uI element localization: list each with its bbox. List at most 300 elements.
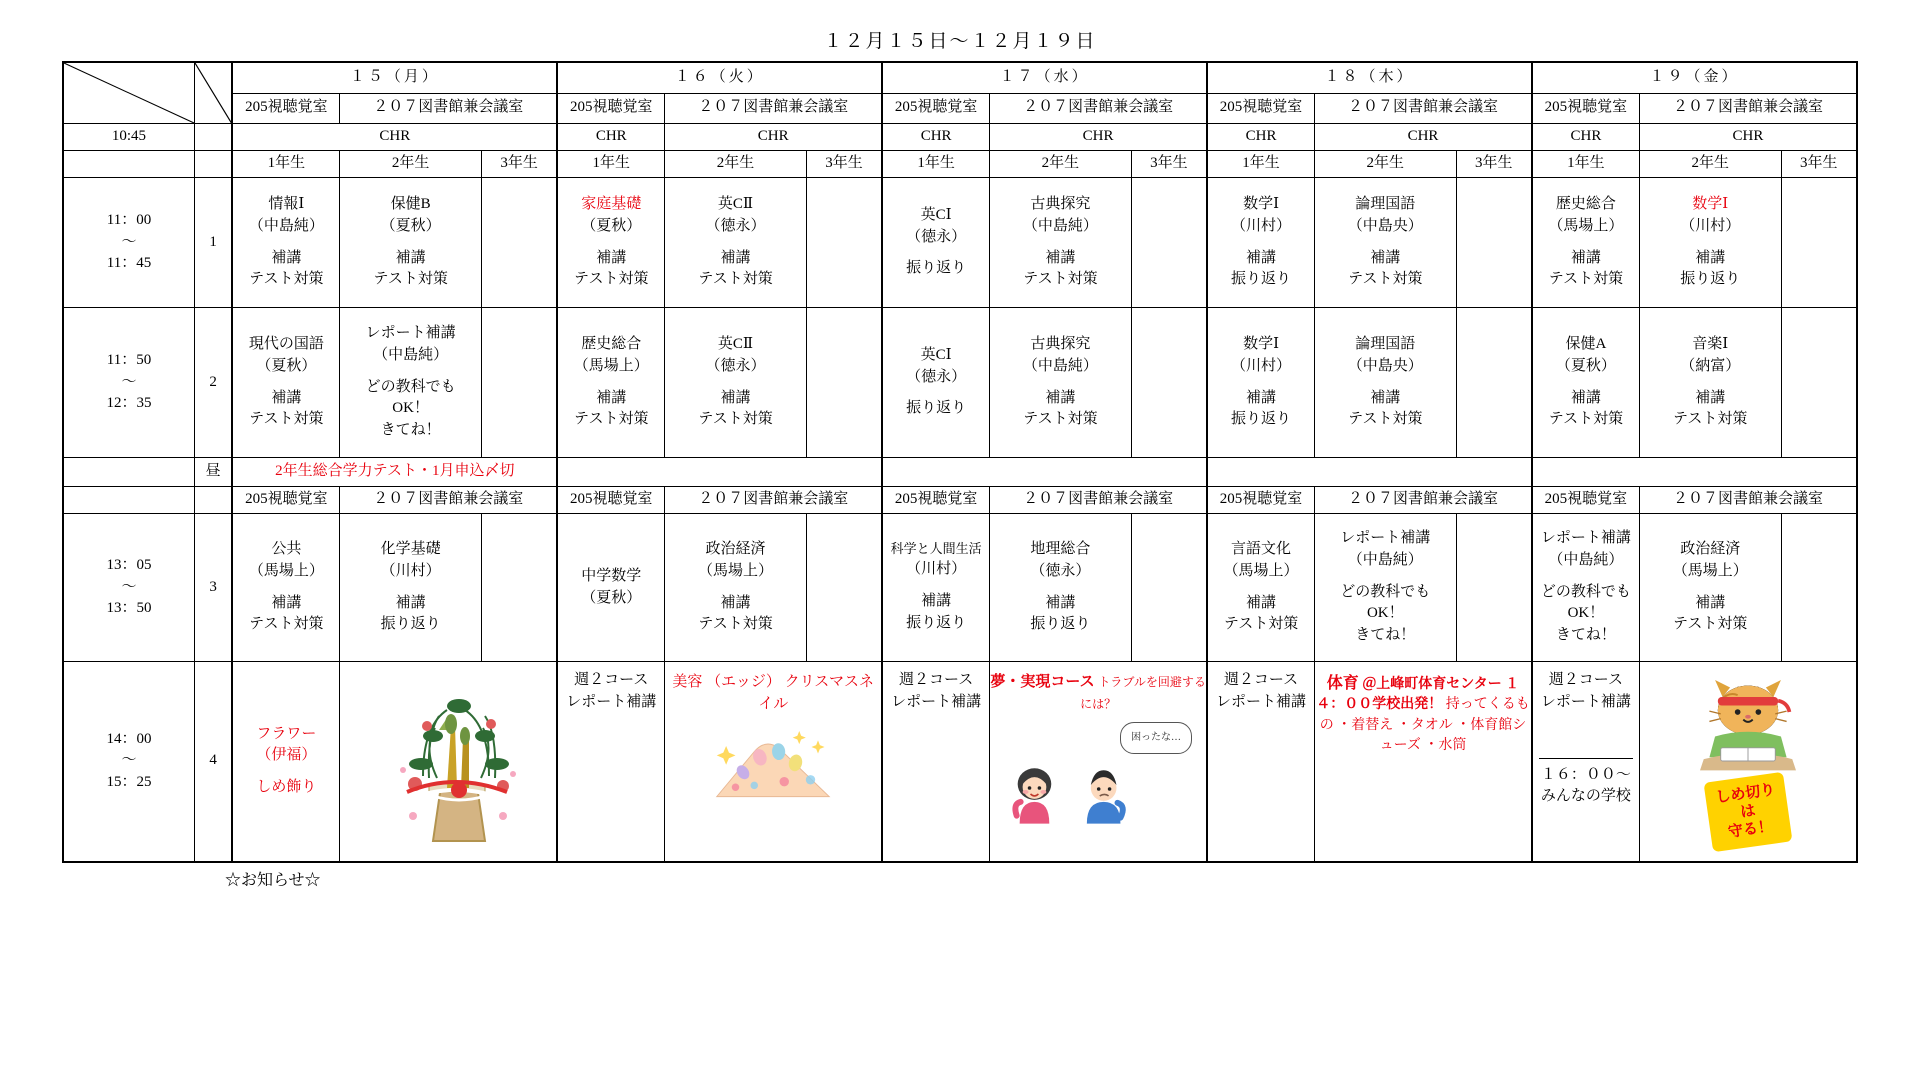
class-teacher: （徳永）	[705, 217, 766, 234]
class-note1: 補講	[720, 249, 751, 266]
room-tue-207: ２０７図書館兼会議室	[665, 93, 882, 123]
class-cell	[1207, 178, 1314, 308]
class-title: 家庭基礎	[581, 196, 642, 212]
activity-cell-thu-205	[1207, 662, 1314, 862]
class-note1: 振り返り	[906, 400, 967, 417]
class-note2: テスト対策	[1673, 411, 1748, 428]
class-title: 地理総合	[1030, 541, 1091, 557]
lunch-blank-fri	[1532, 458, 1857, 487]
class-teacher: （夏秋）	[380, 217, 441, 234]
class-cell-empty	[1456, 308, 1532, 458]
class-teacher: （川村）	[1231, 217, 1292, 234]
class-cell	[882, 514, 989, 662]
room-wed-205: 205視聴覚室	[882, 93, 989, 123]
class-note1: 補講	[1246, 249, 1277, 266]
class-title: 論理国語	[1355, 336, 1416, 352]
class-cell	[1532, 178, 1639, 308]
class-note2: テスト対策	[698, 411, 773, 428]
class-note2: 振り返り	[1231, 271, 1292, 288]
class-teacher: （馬場上）	[1548, 217, 1624, 234]
activity-cell-wed-207	[990, 662, 1207, 862]
class-title: 論理国語	[1355, 196, 1416, 212]
activity-line2: レポート補講	[891, 693, 982, 710]
activity-line1: 週２コース	[899, 672, 974, 688]
period-2-time-sep: ～	[121, 373, 137, 390]
activity-line2: レポート補講	[566, 693, 657, 710]
class-cell	[232, 178, 339, 308]
room-pm-fri-207: ２０７図書館兼会議室	[1639, 487, 1857, 514]
activity-line2: レポート補講	[1216, 693, 1307, 710]
lunch-row	[63, 458, 1857, 487]
room-pm-fri-205: 205視聴覚室	[1532, 487, 1639, 514]
room-pm-thu-207: ２０７図書館兼会議室	[1315, 487, 1532, 514]
class-note1: 補講	[271, 389, 302, 406]
period-row-4	[63, 662, 1857, 862]
activity-line2: レポート補講	[1540, 693, 1631, 710]
activity-line1: フラワー	[256, 725, 317, 742]
class-note3: きてね！	[1555, 627, 1616, 644]
activity-cell-fri-205	[1532, 662, 1639, 862]
activity-item-4: ・水筒	[1424, 737, 1467, 753]
room-pm-mon-205: 205視聴覚室	[232, 487, 339, 514]
class-note1: 補講	[1370, 389, 1401, 406]
class-teacher: （馬場上）	[1672, 562, 1748, 579]
chr-row	[63, 124, 1857, 151]
period-4-time-end: 15：25	[106, 774, 152, 791]
class-cell	[990, 308, 1132, 458]
class-title: 公共	[271, 541, 302, 557]
class-cell	[990, 514, 1132, 662]
activity-cell-thu-207	[1315, 662, 1532, 862]
activity-line1: 体育	[1326, 675, 1359, 692]
period-3-number: 3	[194, 514, 232, 662]
chr-wed-1: CHR	[882, 124, 989, 151]
period-4-number: 4	[194, 662, 232, 862]
class-cell	[882, 308, 989, 458]
class-note1: 補講	[1695, 389, 1726, 406]
class-cell-empty	[1131, 514, 1207, 662]
class-note1: 補講	[1246, 389, 1277, 406]
class-title: 化学基礎	[380, 541, 441, 557]
activity-line2: （伊福）	[256, 747, 317, 764]
class-note2: テスト対策	[1348, 411, 1423, 428]
notice-heading: ☆お知らせ☆	[225, 871, 321, 889]
grade-wed-2: 2年生	[990, 151, 1132, 178]
class-note1: 補講	[395, 249, 426, 266]
activity-line3: １６：００～	[1540, 766, 1631, 783]
class-note1: 振り返り	[906, 260, 967, 277]
illustration-cell-kadomatsu	[340, 662, 557, 862]
class-teacher: （徳永）	[906, 228, 967, 245]
page-title: １２月１５日～１２月１９日	[823, 31, 1097, 52]
class-title: 数学Ⅰ	[1243, 336, 1279, 352]
class-note2: テスト対策	[249, 411, 324, 428]
grade-fri-2: 2年生	[1639, 151, 1781, 178]
class-teacher: （中島純）	[1022, 357, 1098, 374]
class-cell	[557, 514, 664, 662]
activity-line1: 週２コース	[574, 672, 649, 688]
activity-line3: クリスマスネイル	[758, 674, 875, 712]
chr-tue-2: CHR	[665, 124, 882, 151]
class-note2: テスト対策	[1223, 616, 1299, 633]
class-cell	[882, 178, 989, 308]
class-cell	[1639, 308, 1781, 458]
chr-tue-1: CHR	[557, 124, 664, 151]
class-title: 現代の国語	[248, 336, 324, 352]
period-1-time-end: 11：45	[106, 255, 152, 272]
day-header-mon: １５（月）	[232, 62, 557, 93]
period-1-time	[63, 178, 194, 308]
activity-line1: 週２コース	[1223, 672, 1299, 688]
lunch-blank-tue	[557, 458, 882, 487]
chr-wed-2: CHR	[990, 124, 1207, 151]
period-row-1	[63, 178, 1857, 308]
room-tue-205: 205視聴覚室	[557, 93, 664, 123]
class-cell	[1315, 514, 1457, 662]
class-title: 政治経済	[705, 541, 766, 557]
class-teacher: （馬場上）	[698, 562, 774, 579]
kadomatsu-illustration	[340, 666, 556, 856]
period-3-time-end: 13：50	[106, 600, 152, 617]
class-cell-empty	[481, 514, 557, 662]
class-teacher: （馬場上）	[248, 562, 324, 579]
class-note2: テスト対策	[249, 616, 324, 633]
class-cell-empty	[806, 308, 882, 458]
period-2-number: 2	[194, 308, 232, 458]
activity-line1: 週２コース	[1548, 672, 1624, 688]
class-title: 保健B	[390, 196, 431, 212]
activity-cell-mon-205	[232, 662, 339, 862]
class-cell	[232, 514, 339, 662]
grade-row-blank-time	[63, 151, 194, 178]
class-teacher: （中島純）	[1022, 217, 1098, 234]
class-note3: きてね！	[1355, 627, 1416, 644]
class-note2: 振り返り	[380, 616, 441, 633]
period-2-time-start: 11：50	[106, 351, 152, 368]
class-note2: テスト対策	[1023, 271, 1098, 288]
period-2-time-end: 12：35	[106, 395, 152, 412]
class-note2: 振り返り	[906, 614, 967, 631]
room-pm-tue-205: 205視聴覚室	[557, 487, 664, 514]
class-note2: テスト対策	[1548, 411, 1624, 428]
class-teacher: （馬場上）	[573, 357, 649, 374]
room-pm-tue-207: ２０７図書館兼会議室	[665, 487, 882, 514]
period-row-3	[63, 514, 1857, 662]
class-title: 政治経済	[1680, 541, 1741, 557]
class-cell	[340, 178, 482, 308]
activity-line4: 持ってくるもの	[1319, 697, 1530, 733]
class-note2: テスト対策	[574, 411, 649, 428]
class-cell-empty	[1131, 178, 1207, 308]
schedule-table	[62, 61, 1858, 863]
class-teacher: （中島純）	[1347, 551, 1423, 568]
class-title: レポート補講	[365, 325, 456, 342]
chr-mon: CHR	[232, 124, 557, 151]
activity-item-2: ・タオル	[1396, 717, 1453, 733]
class-title: 音楽Ⅰ	[1692, 336, 1729, 352]
class-cell	[1639, 178, 1781, 308]
class-title: レポート補講	[1340, 530, 1431, 547]
class-cell	[665, 308, 807, 458]
class-teacher: （徳永）	[1030, 562, 1091, 579]
room-pm-wed-205: 205視聴覚室	[882, 487, 989, 514]
class-note1: どの教科でも	[365, 378, 456, 395]
class-note2: 振り返り	[1231, 411, 1292, 428]
class-teacher: （夏秋）	[256, 357, 317, 374]
grade-thu-2: 2年生	[1315, 151, 1457, 178]
activity-cell-wed-205	[882, 662, 989, 862]
class-cell	[990, 178, 1132, 308]
class-teacher: （川村）	[906, 561, 967, 578]
grade-wed-1: 1年生	[882, 151, 989, 178]
class-cell-empty	[806, 514, 882, 662]
class-note2: テスト対策	[1348, 271, 1423, 288]
day-header-tue: １６（火）	[557, 62, 882, 93]
class-cell	[232, 308, 339, 458]
room-fri-207: ２０７図書館兼会議室	[1639, 93, 1857, 123]
lunch-blank-wed	[882, 458, 1207, 487]
room-mon-205: 205視聴覚室	[232, 93, 339, 123]
room-thu-205: 205視聴覚室	[1207, 93, 1314, 123]
day-header-thu: １８（木）	[1207, 62, 1532, 93]
grade-mon-3: 3年生	[481, 151, 557, 178]
period-3-time-start: 13：05	[106, 556, 152, 573]
class-note1: どの教科でも	[1540, 583, 1631, 600]
activity-item-1: ・着替え	[1337, 717, 1394, 733]
class-note1: 補講	[1695, 594, 1726, 611]
class-cell	[1207, 308, 1314, 458]
class-note1: 補講	[1570, 389, 1601, 406]
class-title: 言語文化	[1231, 541, 1292, 557]
period-4-time	[63, 662, 194, 862]
lunch-label: 昼	[194, 458, 232, 487]
chr-fri-2: CHR	[1639, 124, 1857, 151]
class-note3: きてね！	[380, 422, 441, 439]
class-teacher: （中島純）	[373, 346, 449, 363]
class-cell	[340, 514, 482, 662]
room-pm-mon-207: ２０７図書館兼会議室	[340, 487, 557, 514]
class-note2: テスト対策	[574, 271, 649, 288]
activity-line2: （エッジ）	[706, 674, 781, 690]
class-teacher: （中島央）	[1347, 357, 1423, 374]
class-note2: テスト対策	[1673, 616, 1748, 633]
chr-time: 10:45	[63, 124, 194, 151]
room-header-row-pm	[63, 487, 1857, 514]
class-teacher: （中島央）	[1347, 217, 1423, 234]
class-note2: OK！	[392, 400, 429, 417]
class-cell-empty	[806, 178, 882, 308]
class-teacher: （徳永）	[705, 357, 766, 374]
lunch-blank-thu	[1207, 458, 1532, 487]
class-note1: 補講	[1045, 594, 1076, 611]
class-teacher: （川村）	[380, 562, 441, 579]
class-cell-empty	[481, 178, 557, 308]
class-note1: 補講	[1246, 594, 1277, 611]
activity-cell-tue-207	[665, 662, 882, 862]
activity-cell-tue-205	[557, 662, 664, 862]
room-pm-thu-205: 205視聴覚室	[1207, 487, 1314, 514]
two-students-illustration	[990, 754, 1206, 824]
class-title: レポート補講	[1540, 530, 1631, 547]
class-title: 英CⅡ	[717, 196, 754, 212]
class-title: 英CⅡ	[717, 336, 754, 352]
period-1-time-start: 11：00	[106, 211, 152, 228]
class-title: 古典探究	[1030, 336, 1091, 352]
class-cell-empty	[1781, 308, 1857, 458]
class-note2: テスト対策	[698, 616, 773, 633]
room-pm-blank-period	[194, 487, 232, 514]
class-note2: テスト対策	[1548, 271, 1624, 288]
class-title: 数学Ⅰ	[1243, 196, 1279, 212]
room-pm-blank-time	[63, 487, 194, 514]
room-mon-207: ２０７図書館兼会議室	[340, 93, 557, 123]
class-cell	[1315, 308, 1457, 458]
class-teacher: （徳永）	[906, 368, 967, 385]
class-note1: 補講	[271, 249, 302, 266]
class-cell-empty	[1781, 514, 1857, 662]
class-note1: 補講	[1370, 249, 1401, 266]
class-note1: 補講	[1045, 389, 1076, 406]
corner-cell-2	[194, 62, 232, 124]
activity-line4: みんなの学校	[1540, 788, 1631, 805]
class-teacher: （夏秋）	[1555, 357, 1616, 374]
class-note2: 振り返り	[1680, 271, 1741, 288]
period-1-time-sep: ～	[121, 233, 137, 250]
class-cell	[1639, 514, 1781, 662]
class-title: 数学Ⅰ	[1692, 196, 1729, 212]
grade-tue-2: 2年生	[665, 151, 807, 178]
class-cell-empty	[1456, 514, 1532, 662]
activity-line3: しめ飾り	[256, 779, 317, 796]
class-note1: 補講	[720, 594, 751, 611]
chr-period-blank	[194, 124, 232, 151]
chr-thu-2: CHR	[1315, 124, 1532, 151]
class-cell	[1207, 514, 1314, 662]
class-note1: 補講	[395, 594, 426, 611]
class-teacher: （川村）	[1680, 217, 1741, 234]
activity-line1: 夢・実現コース	[990, 674, 1095, 690]
class-note1: 補講	[921, 593, 952, 610]
grade-wed-3: 3年生	[1131, 151, 1207, 178]
class-teacher: （納富）	[1680, 357, 1741, 374]
class-note1: 補講	[596, 249, 627, 266]
class-teacher: （中島純）	[248, 217, 324, 234]
class-note2: テスト対策	[249, 271, 324, 288]
class-teacher: （夏秋）	[581, 589, 642, 606]
room-thu-207: ２０７図書館兼会議室	[1315, 93, 1532, 123]
grade-thu-3: 3年生	[1456, 151, 1532, 178]
grade-fri-3: 3年生	[1781, 151, 1857, 178]
period-4-time-sep: ～	[121, 752, 137, 769]
class-cell-empty	[481, 308, 557, 458]
class-cell	[665, 514, 807, 662]
class-title: 情報Ⅰ	[268, 196, 305, 212]
day-header-row	[63, 62, 1857, 93]
activity-line1: 美容	[672, 674, 703, 690]
corner-cell	[63, 62, 194, 124]
class-teacher: （川村）	[1231, 357, 1292, 374]
chr-fri-1: CHR	[1532, 124, 1639, 151]
grade-tue-1: 1年生	[557, 151, 664, 178]
class-title: 英CⅠ	[920, 346, 952, 363]
class-title: 保健A	[1565, 336, 1607, 352]
day-header-fri: １９（金）	[1532, 62, 1857, 93]
period-2-time	[63, 308, 194, 458]
class-cell	[1532, 308, 1639, 458]
grade-row-blank-period	[194, 151, 232, 178]
nail-art-illustration	[665, 722, 881, 800]
activity-line2: トラブルを回避するには？	[1080, 675, 1206, 711]
period-1-number: 1	[194, 178, 232, 308]
grade-thu-1: 1年生	[1207, 151, 1314, 178]
class-note1: 補講	[720, 389, 751, 406]
class-note2: テスト対策	[1023, 411, 1098, 428]
class-note2: OK！	[1567, 605, 1605, 622]
class-note2: テスト対策	[373, 271, 448, 288]
class-teacher: （中島純）	[1548, 551, 1624, 568]
class-note2: OK！	[1366, 605, 1404, 622]
class-cell	[557, 178, 664, 308]
class-title: 古典探究	[1030, 196, 1091, 212]
class-title: 歴史総合	[1555, 196, 1616, 212]
period-4-time-start: 14：00	[106, 730, 152, 747]
grade-fri-1: 1年生	[1532, 151, 1639, 178]
room-fri-205: 205視聴覚室	[1532, 93, 1639, 123]
period-row-2	[63, 308, 1857, 458]
grade-tue-3: 3年生	[806, 151, 882, 178]
class-cell-empty	[1781, 178, 1857, 308]
speech-bubble: 困ったな…	[1120, 722, 1192, 755]
grade-mon-1: 1年生	[232, 151, 339, 178]
activity-line2: ＠上峰町体育センター	[1362, 677, 1502, 692]
activity-item-3: ・体育館シューズ	[1379, 717, 1527, 753]
room-pm-wed-207: ２０７図書館兼会議室	[990, 487, 1207, 514]
class-cell-empty	[1456, 178, 1532, 308]
class-note2: テスト対策	[698, 271, 773, 288]
period-3-time-sep: ～	[121, 578, 137, 595]
lunch-time-blank	[63, 458, 194, 487]
grade-header-row-am	[63, 151, 1857, 178]
lunch-note: 2年生総合学力テスト・1月申込〆切	[232, 458, 557, 487]
class-note1: どの教科でも	[1340, 583, 1431, 600]
activity-line3: １４：００学校出発！	[1316, 677, 1520, 713]
class-cell	[1315, 178, 1457, 308]
class-title: 中学数学	[581, 567, 642, 584]
class-note1: 補講	[596, 389, 627, 406]
class-cell	[340, 308, 482, 458]
grade-mon-2: 2年生	[340, 151, 482, 178]
class-note1: 補講	[1570, 249, 1601, 266]
class-note1: 補講	[1695, 249, 1726, 266]
deadline-stamp: しめ切り は 守る！	[1703, 772, 1792, 852]
room-header-row-am	[63, 93, 1857, 123]
class-title: 英CⅠ	[920, 206, 952, 223]
class-cell	[665, 178, 807, 308]
class-title: 歴史総合	[581, 336, 642, 352]
room-wed-207: ２０７図書館兼会議室	[990, 93, 1207, 123]
cat-reading-illustration	[1640, 662, 1856, 773]
class-cell	[1532, 514, 1639, 662]
class-teacher: （夏秋）	[581, 217, 642, 234]
class-teacher: （馬場上）	[1223, 562, 1299, 579]
day-header-wed: １７（水）	[882, 62, 1207, 93]
class-cell	[557, 308, 664, 458]
chr-thu-1: CHR	[1207, 124, 1314, 151]
period-3-time	[63, 514, 194, 662]
illustration-cell-cat	[1639, 662, 1857, 862]
class-note2: 振り返り	[1030, 616, 1091, 633]
class-note1: 補講	[271, 594, 302, 611]
